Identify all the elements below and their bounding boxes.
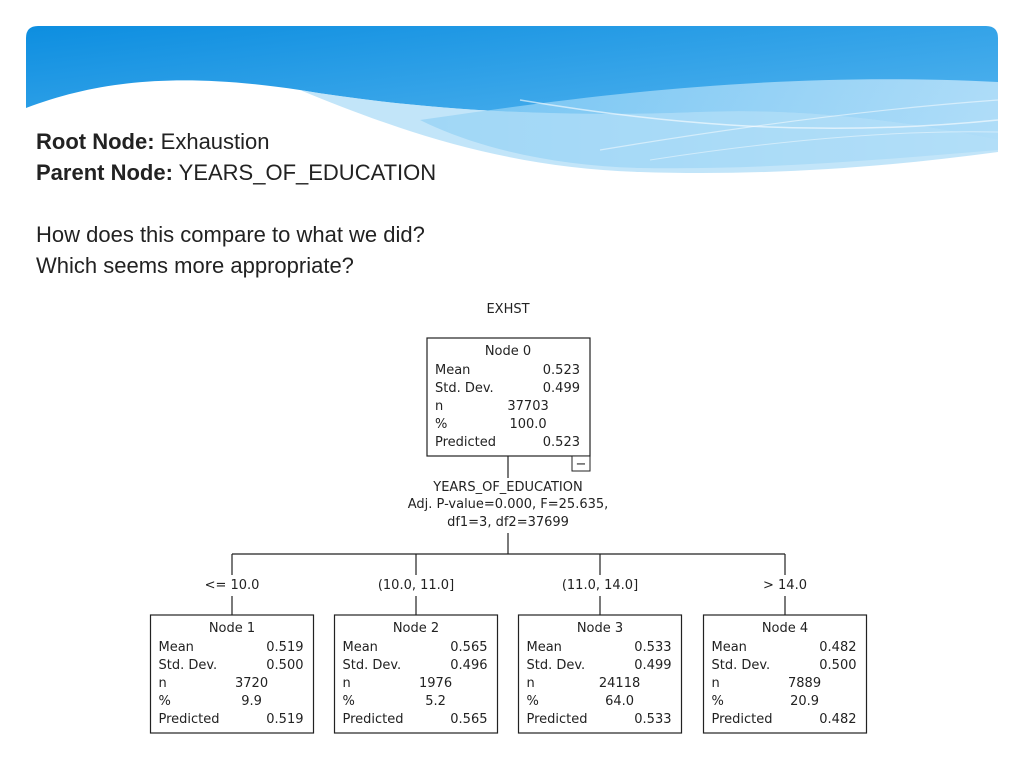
branch-label-3: (11.0, 14.0] — [561, 578, 639, 593]
node4-stat-label-2: n — [711, 676, 720, 691]
branch-label-4: > 14.0 — [763, 578, 807, 593]
root-stat-label-2: n — [435, 399, 444, 414]
root-stat-value-1: 0.499 — [542, 381, 580, 396]
node-title-1: Node 1 — [208, 621, 256, 636]
node3-stat-label-4: Predicted — [526, 712, 588, 727]
node1-stat-label-4: Predicted — [158, 712, 220, 727]
root-stat-value-0: 0.523 — [542, 363, 580, 378]
node4-stat-value-3: 20.9 — [790, 694, 820, 709]
node3-stat-label-2: n — [526, 676, 535, 691]
node2-stat-value-0: 0.565 — [450, 640, 488, 655]
node1-stat-value-0: 0.519 — [266, 640, 304, 655]
node3-stat-value-3: 64.0 — [605, 694, 635, 709]
node1-stat-value-4: 0.519 — [266, 712, 304, 727]
node-title-2: Node 2 — [392, 621, 440, 636]
node-title-root: Node 0 — [484, 344, 532, 359]
branch-label-2: (10.0, 11.0] — [377, 578, 455, 593]
tree-title: EXHST — [486, 302, 530, 317]
node4-stat-label-1: Std. Dev. — [711, 658, 771, 673]
root-stat-value-3: 100.0 — [509, 417, 547, 432]
node4-stat-label-3: % — [711, 694, 724, 709]
node2-stat-value-1: 0.496 — [450, 658, 488, 673]
node1-stat-label-2: n — [158, 676, 167, 691]
node3-stat-value-0: 0.533 — [634, 640, 672, 655]
node4-stat-value-1: 0.500 — [819, 658, 857, 673]
question-1: How does this compare to what we did? — [36, 222, 425, 247]
node2-stat-value-4: 0.565 — [450, 712, 488, 727]
node4-stat-label-0: Mean — [711, 640, 747, 655]
node2-stat-value-3: 5.2 — [425, 694, 446, 709]
node3-stat-label-3: % — [526, 694, 539, 709]
node3-stat-value-1: 0.499 — [634, 658, 672, 673]
parent-node-label: Parent Node: — [36, 160, 173, 185]
node-title-3: Node 3 — [576, 621, 624, 636]
node2-stat-label-1: Std. Dev. — [342, 658, 402, 673]
root-stat-label-3: % — [435, 417, 448, 432]
root-stat-value-2: 37703 — [507, 399, 549, 414]
split-variable: YEARS_OF_EDUCATION — [433, 480, 583, 495]
node1-stat-value-2: 3720 — [235, 676, 269, 691]
node2-stat-label-3: % — [342, 694, 355, 709]
collapse-icon: − — [575, 457, 587, 472]
root-stat-label-4: Predicted — [435, 435, 497, 450]
parent-node-value: YEARS_OF_EDUCATION — [178, 160, 437, 185]
node3-stat-value-4: 0.533 — [634, 712, 672, 727]
node2-stat-label-4: Predicted — [342, 712, 404, 727]
node1-stat-label-3: % — [158, 694, 171, 709]
node1-stat-value-3: 9.9 — [241, 694, 262, 709]
node3-stat-label-1: Std. Dev. — [526, 658, 586, 673]
node1-stat-label-0: Mean — [158, 640, 194, 655]
node2-stat-value-2: 1976 — [419, 676, 453, 691]
node1-stat-label-1: Std. Dev. — [158, 658, 218, 673]
node3-stat-value-2: 24118 — [598, 676, 641, 691]
root-stat-label-0: Mean — [435, 363, 471, 378]
split-stats-1: Adj. P-value=0.000, F=25.635, — [407, 497, 609, 512]
root-stat-label-1: Std. Dev. — [435, 381, 494, 396]
split-stats-2: df1=3, df2=37699 — [447, 515, 569, 530]
node2-stat-label-0: Mean — [342, 640, 378, 655]
branch-label-1: <= 10.0 — [204, 578, 260, 593]
question-2: Which seems more appropriate? — [36, 253, 354, 278]
node4-stat-value-2: 7889 — [788, 676, 822, 691]
root-stat-value-4: 0.523 — [542, 435, 580, 450]
root-node-label: Root Node: — [36, 129, 155, 154]
node3-stat-label-0: Mean — [526, 640, 562, 655]
node4-stat-value-0: 0.482 — [819, 640, 857, 655]
node4-stat-label-4: Predicted — [711, 712, 773, 727]
node1-stat-value-1: 0.500 — [266, 658, 304, 673]
node2-stat-label-2: n — [342, 676, 351, 691]
node4-stat-value-4: 0.482 — [819, 712, 857, 727]
root-node-value: Exhaustion — [160, 129, 270, 154]
node-title-4: Node 4 — [761, 621, 809, 636]
